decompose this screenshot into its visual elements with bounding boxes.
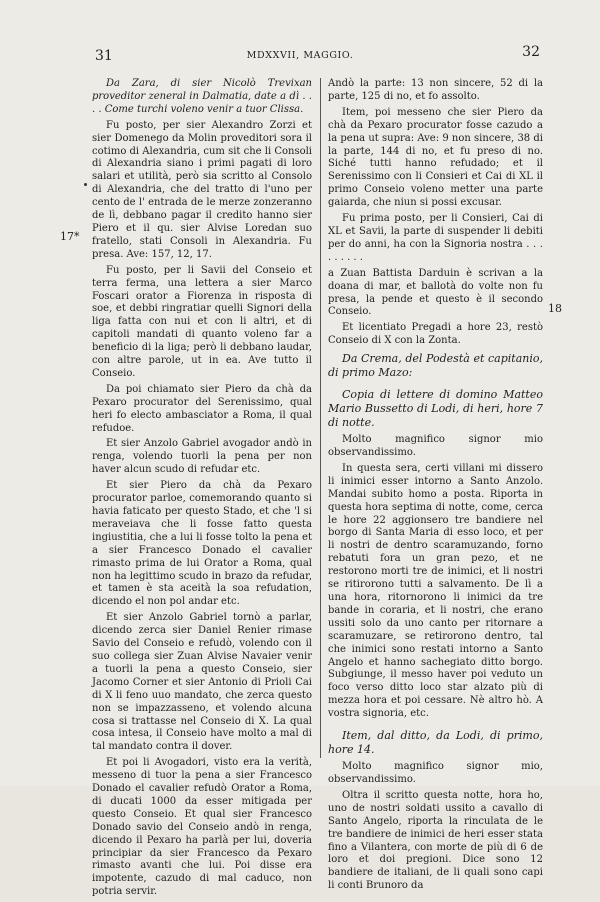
- paragraph: Da Zara, di sier Nicolò Trevixan proveditor zeneral in Dalmatia, date a dì . . . . Come turchi voleno venir a tuor Clissa.: [92, 78, 312, 115]
- margin-note-right: 18: [548, 302, 562, 315]
- letter-heading: Item, dal ditto, da Lodi, di primo, hore 14.: [328, 729, 543, 757]
- paragraph: Et sier Anzolo Gabriel tornò a parlar, dicendo zerca sier Daniel Renier rimase Savio del Conseio e refudò, volendo con il suo collega sier Zuan Alvise Navaier venir a tuorli la pena a questo Conseio, sier Jacomo Corner et sier Antonio di Prioli Cai di X li feno uuo mandato, che zerca questo non se impazzasseno, et volendo alcuna cosa si trattasse nel Conseio di X. La qual cosa intesa, il Conseio have molto a mal di tal mandato contra il dover.: [92, 612, 312, 753]
- paragraph: Fu posto, per li Savii del Conseio et terra ferma, una lettera a sier Marco Foscari orator a Fiorenza in risposta di soe, et debbi ringratiar quelli Signori della liga fatta con nui et con li altri, et di capitoli mandati di quanto voleno far a beneficio di la liga; però li debbano laudar, con altre parole, ut in ea. Ave tutto il Conseio.: [92, 264, 312, 379]
- running-head: MDXXVII, MAGGIO.: [246, 50, 354, 61]
- margin-dot: [84, 183, 87, 186]
- salutation: Molto magnifico signor mio, observandissimo.: [328, 761, 543, 785]
- letter-body: In questa sera, certi villani mi dissero li inimici esser intorno a Santo Anzolo. Mandai subito homo a posta. Riporta in questa hora septima di notte, come, cerca le hore 22 aggionsero tre bandiere nel borgo di Santa Maria di esso loco, et per li nostri de dentro scaramuzando, forno rebatuti fora un gran pezo, et ne restorono morti tre de inimici, et li nostri se ritirorono tutti a salvamento. De lì a una hora, ritornorono li inimici da tre bande in coraria, et li nostri, che erano ussiti solo da uno canto per ritornare a scaramuzare, se retirorono dentro, tal che inimici sono restati intorno a Santo Angelo et hanno sachegiato ditto borgo. Subgiunge, il messo haver poi veduto un foco verso ditto loco star alzato più di mezza hora et poi cessare. Nè altro hò. A vostra signoria, etc.: [328, 462, 543, 720]
- column-divider: [320, 78, 321, 758]
- paragraph: Et sier Piero da chà da Pexaro procurator parloe, comemorando quanto si havia faticato per questo Stado, et che 'l si meraveiava che li fosse fatto questa ingiustitia, che a lui li fosse tolto la pena et a sier Francesco Donado el cavalier rimasto prima de lui Orator a Roma, qual non ha legittimo scudo in brazo da refudar, et tamen è sta aceità la soa refudation, dicendo el non pol andar etc.: [92, 480, 312, 608]
- letter-heading: Copia di lettere di domino Matteo Mario Bussetto di Lodi, di heri, hore 7 di notte.: [328, 388, 543, 430]
- left-column: [92, 78, 312, 902]
- paragraph: Et poi li Avogadori, visto era la verità, messeno di tuor la pena a sier Francesco Donado el cavalier refudò Orator a Roma, di ducati 1000 da esser mitigada per questo Conseio. Et qual sier Francesco Donado savio del Conseio andò in renga, dicendo il Pexaro ha parlà per lui, doveria principiar da sier Francesco da Pexaro rimasto avanti che lui. Poi disse era impotente, cazudo di mal caduco, non potria servir.: [92, 757, 312, 898]
- paragraph: Item, poi messeno che sier Piero da chà da Pexaro procurator fosse cazudo a la pena ut supra: Ave: 9 non sincere, 38 di la parte, 144 di no, et fu preso di no. Siché tutti hanno refudado; et il Serenissimo con li Consieri et Cai di XL il primo Conseio voleno metter una parte gaiarda, che niun si possi excusar.: [328, 106, 543, 209]
- paragraph: Fu prima posto, per li Consieri, Cai di XL et Savii, la parte di suspender li debiti per do anni, ha con la Signoria nostra . . . . . . . . .: [328, 213, 543, 263]
- letter-body: Oltra il scritto questa notte, hora ho, uno de nostri soldati ussito a cavallo di Santo Angelo, riporta la rinculata de le tre bandiere de inimici de heri esser stata fino a Vilantera, con morte de più di 6 de loro et doi pregioni. Dice sono 12 bandiere de italiani, de li quali sono capi li conti Brunoro da: [328, 789, 543, 892]
- paragraph: Et licentiato Pregadi a hore 23, restò Conseio di X con la Zonta.: [328, 322, 543, 347]
- paragraph: Et sier Anzolo Gabriel avogador andò in renga, volendo tuorli la pena per non haver alcun scudo di refudar etc.: [92, 438, 312, 476]
- section-heading: Da Crema, del Podestà et capitanio, di primo Mazo:: [328, 352, 543, 380]
- page-header: [40, 44, 560, 68]
- paragraph: Fu posto, per sier Alexandro Zorzi et sier Domenego da Molin proveditori sora il cotimo di Alexandria, cum sit che li Consoli di Alexandria siano i primi pagati di loro salari et utilità, però sia scritto al Consolo di Alexandria, che del tratto di l'uno per cento de l' entrada de le merze zonzeranno de lì, debbano pagar il credito hanno sier Piero et il qu. sier Alvise Loredan suo fratello, stati Consoli in Alexandria. Fu presa. Ave: 157, 12, 17.: [92, 119, 312, 260]
- paragraph: Andò la parte: 13 non sincere, 52 di la parte, 125 di no, et fo assolto.: [328, 78, 543, 102]
- margin-note-left: 17*: [60, 230, 80, 243]
- right-column: [328, 78, 543, 896]
- page-number-left: 31: [95, 48, 113, 64]
- paragraph: Da poi chiamato sier Piero da chà da Pexaro procurator del Serenissimo, qual heri fo electo ambasciator a Roma, il qual refudoe.: [92, 383, 312, 434]
- paragraph: a Zuan Battista Darduin è scrivan a la doana di mar, et ballotà do volte non fu presa, la pende et questo è il secondo Conseio.: [328, 267, 543, 318]
- page-number-right: 32: [522, 44, 540, 60]
- salutation: Molto magnifico signor mio observandissimo.: [328, 434, 543, 459]
